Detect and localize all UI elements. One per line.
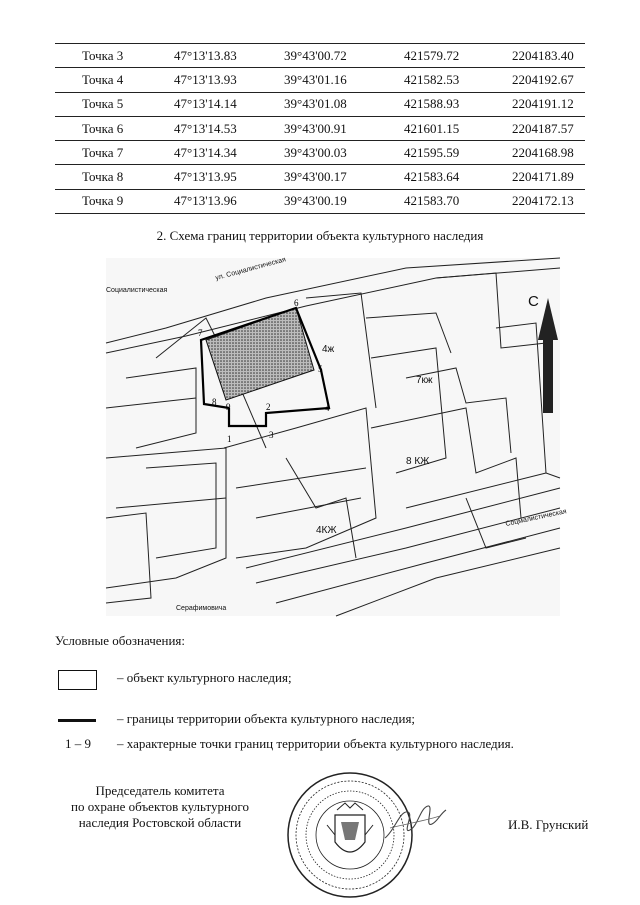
- table-cell: 421595.59: [404, 144, 460, 160]
- map-point-label: 6: [294, 298, 299, 308]
- table-cell: 2204172.13: [512, 193, 574, 209]
- map-drawing: [106, 256, 568, 616]
- heritage-object-symbol: [58, 670, 97, 690]
- table-cell: 2204192.67: [512, 71, 574, 87]
- map-point-label: 7: [198, 328, 203, 338]
- table-cell: 421582.53: [404, 71, 460, 87]
- table-cell: 421583.70: [404, 193, 460, 209]
- map-point-label: 1: [227, 434, 232, 444]
- table-cell: 47°13'13.93: [174, 71, 237, 87]
- table-row: [55, 116, 585, 140]
- table-cell: Точка 6: [82, 120, 124, 136]
- table-cell: Точка 5: [82, 96, 124, 112]
- table-cell: 421601.15: [404, 120, 460, 136]
- table-cell: Точка 7: [82, 144, 124, 160]
- building-label: 7кж: [416, 375, 433, 386]
- table-cell: 39°43'00.03: [284, 144, 347, 160]
- table-cell: 2204183.40: [512, 47, 574, 63]
- table-row: [55, 68, 585, 92]
- street-label: ул. Социалистическая: [214, 256, 287, 282]
- table-cell: 39°43'00.19: [284, 193, 347, 209]
- table-cell: 39°43'00.17: [284, 169, 347, 185]
- boundary-line-symbol: [58, 719, 96, 722]
- table-row: [55, 44, 585, 68]
- table-cell: Точка 3: [82, 47, 124, 63]
- boundary-scheme-map: [106, 256, 568, 616]
- table-cell: 421588.93: [404, 96, 460, 112]
- table-row: [55, 92, 585, 116]
- table-cell: 2204168.98: [512, 144, 574, 160]
- map-point-label: 5: [318, 364, 323, 374]
- coordinates-table: [55, 43, 585, 214]
- building-label: 8 КЖ: [406, 456, 430, 467]
- points-range: 1 – 9: [65, 736, 91, 751]
- map-point-label: 2: [266, 402, 271, 412]
- table-row: [55, 189, 585, 213]
- table-cell: 47°13'14.53: [174, 120, 237, 136]
- legend-object-text: – объект культурного наследия;: [117, 670, 292, 685]
- heritage-object-shape: [206, 308, 314, 400]
- table-cell: 39°43'00.72: [284, 47, 347, 63]
- table-cell: 39°43'01.08: [284, 96, 347, 112]
- signatory-position: Председатель комитета по охране объектов культурного наследия Ростовской области: [71, 783, 249, 830]
- scheme-title: 2. Схема границ территории объекта культурного наследия: [156, 228, 484, 243]
- table-cell: 2204191.12: [512, 96, 574, 112]
- table-cell: 421579.72: [404, 47, 460, 63]
- north-label: С: [528, 293, 539, 310]
- table-cell: 47°13'14.14: [174, 96, 237, 112]
- table-cell: 39°43'01.16: [284, 71, 347, 87]
- table-row: [55, 141, 585, 165]
- handwritten-signature-icon: [380, 800, 450, 845]
- map-point-label: 9: [226, 402, 231, 412]
- table-cell: Точка 4: [82, 71, 124, 87]
- legend-boundary-text: – границы территории объекта культурного наследия;: [117, 711, 416, 726]
- table-cell: 421583.64: [404, 169, 460, 185]
- table-cell: 47°13'13.83: [174, 47, 237, 63]
- survey-linework: [106, 258, 560, 616]
- map-point-label: 8: [212, 397, 217, 407]
- table-cell: 47°13'13.95: [174, 169, 237, 185]
- street-label: Социалистическая: [106, 287, 168, 294]
- building-label: 4ж: [322, 344, 335, 355]
- street-label: Соцмалистическая: [504, 508, 568, 528]
- map-point-label: 4: [325, 403, 330, 413]
- signer-name: И.В. Грунский: [508, 817, 589, 832]
- building-label: 4КЖ: [316, 525, 337, 536]
- street-label: Серафимовича: [176, 605, 227, 612]
- legend-title: Условные обозначения:: [55, 633, 186, 648]
- table-cell: 2204171.89: [512, 169, 574, 185]
- table-cell: Точка 9: [82, 193, 124, 209]
- table-row: [55, 165, 585, 189]
- table-cell: Точка 8: [82, 169, 124, 185]
- table-cell: 2204187.57: [512, 120, 574, 136]
- map-point-label: 3: [269, 430, 274, 440]
- table-cell: 47°13'14.34: [174, 144, 237, 160]
- legend-points-text: – характерные точки границ территории объекта культурного наследия.: [117, 736, 514, 751]
- table-cell: 39°43'00.91: [284, 120, 347, 136]
- table-cell: 47°13'13.96: [174, 193, 237, 209]
